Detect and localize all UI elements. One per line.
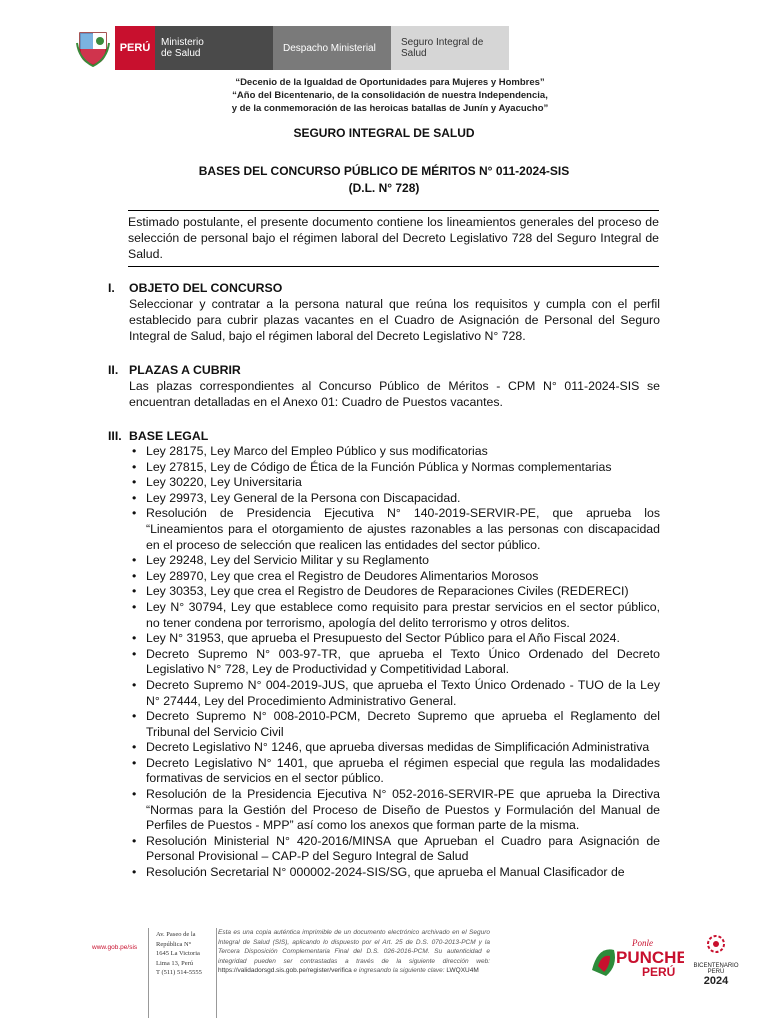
verify-join-text: e ingresando la siguiente clave:: [353, 967, 445, 975]
bicentenario-label: BICENTENARIO: [693, 963, 739, 969]
legal-item: • Ley N° 31953, que aprueba el Presupuesto del Sector Público para el Año Fiscal 2024.: [132, 631, 660, 647]
section-title: BASE LEGAL: [129, 429, 209, 443]
legal-item: • Ley N° 30794, Ley que establece como requisito para prestar servicios en el sector público, no tener condena por terrorismo, apología del delito terrorismo y otros delitos.: [132, 600, 660, 631]
section-body: Las plazas correspondientes al Concurso Público de Méritos - CPM N° 011-2024-SIS se encuentran detalladas en el Anexo 01: Cuadro de Puestos vacantes.: [129, 379, 660, 409]
section-title: OBJETO DEL CONCURSO: [129, 281, 283, 295]
address-line: Lima 13, Perú: [156, 959, 194, 967]
punche-line-3: PERÚ: [642, 965, 676, 979]
legal-item: • Ley 28970, Ley que crea el Registro de Deudores Alimentarios Morosos: [132, 569, 660, 585]
legal-item: • Ley 29973, Ley General de la Persona con Discapacidad.: [132, 491, 660, 507]
address-line: T (511) 514-5555: [156, 969, 202, 976]
intro-paragraph: Estimado postulante, el presente documento contiene los lineamientos generales del proceso de selección de personal bajo el régimen laboral del Decreto Legislativo 728 del Seguro Integral de Salud.: [128, 210, 659, 267]
legal-item: • Resolución Ministerial N° 420-2016/MINSA que Aprueban el Cuadro para Asignación de Personal Provisional – CAP-P del Seguro Integral de Salud: [132, 834, 660, 865]
legal-item: • Resolución Secretarial N° 000002-2024-SIS/SG, que aprueba el Manual Clasificador de: [132, 865, 660, 881]
legal-item: • Ley 29248, Ley del Servicio Militar y su Reglamento: [132, 553, 660, 569]
section-plazas: [108, 362, 660, 410]
org-title: SEGURO INTEGRAL DE SALUD: [293, 126, 475, 140]
address-line: República N°: [156, 940, 192, 948]
address-line: 1645 La Victoria: [156, 950, 200, 957]
legal-item: • Ley 30220, Ley Universitaria: [132, 475, 660, 491]
legal-item: • Decreto Supremo N° 008-2010-PCM, Decreto Supremo que aprueba el Reglamento del Tribunal del Servicio Civil: [132, 709, 660, 740]
verify-url-link[interactable]: https://validadorsgd.sis.gob.pe/register/verifica: [218, 967, 352, 975]
legal-item: • Ley 27815, Ley de Código de Ética de la Función Pública y Normas complementarias: [132, 460, 660, 476]
decenio-line: “Decenio de la Igualdad de Oportunidades para Mujeres y Hombres”: [235, 77, 545, 88]
verify-key: LWQXU4M: [446, 967, 479, 975]
ministry-line-2: de Salud: [161, 48, 201, 59]
bicentenario-logo: [686, 934, 746, 987]
header-banner: [71, 26, 509, 70]
footer-address: [156, 930, 216, 978]
legal-item: • Decreto Legislativo N° 1246, que aprueba diversas medidas de Simplificación Administrativa: [132, 740, 660, 756]
section-body: Seleccionar y contratar a la persona natural que reúna los requisitos y cumpla con el perfil establecido para cubrir plazas vacantes en el Cuadro de Asignación de Personal del Seguro Integral de Salud, bajo el régimen laboral del Decreto Legislativo N° 728.: [129, 297, 660, 343]
bicentenario-country: PERÚ: [707, 969, 725, 975]
section-title: PLAZAS A CUBRIR: [129, 363, 241, 377]
section-base-legal: [108, 428, 660, 881]
legal-item: • Resolución de la Presidencia Ejecutiva N° 052-2016-SERVIR-PE que aprueba la Directiva “Normas para la Gestión del Proceso de Diseño de Puestos y Formulación del Manual de Perfiles de Puestos - MPP” así como los anexos que forman parte de la misma.: [132, 787, 660, 834]
dl-subtitle: (D.L. N° 728): [348, 181, 420, 195]
section-heading: [108, 362, 660, 378]
footer-divider: [216, 928, 217, 1018]
legal-item: • Decreto Supremo N° 003-97-TR, que aprueba el Texto Único Ordenado del Decreto Legislativo N° 728, Ley de Productividad y Competitividad Laboral.: [132, 647, 660, 678]
decenio-block: [160, 76, 620, 115]
ponle-punche-peru-logo: [588, 936, 684, 980]
section-heading: [108, 280, 660, 296]
despacho-label: Despacho Ministerial: [273, 26, 391, 70]
section-number: III.: [108, 429, 122, 443]
decenio-line: y de la conmemoración de las heroicas batallas de Junín y Ayacucho”: [231, 103, 549, 114]
ministry-line-1: Ministerio: [161, 37, 204, 48]
legal-list: [132, 444, 660, 881]
gob-url-link[interactable]: www.gob.pe/sis: [92, 944, 138, 951]
ministry-label: [155, 26, 273, 70]
bicentenario-emblem-icon: [704, 934, 728, 954]
section-objeto: [108, 280, 660, 344]
coat-of-arms-icon: [71, 26, 115, 70]
peru-label: PERÚ: [115, 26, 155, 70]
bases-title: BASES DEL CONCURSO PÚBLICO DE MÉRITOS N° 011-2024-SIS: [198, 164, 570, 178]
section-heading: [108, 428, 660, 444]
section-number: I.: [108, 281, 115, 295]
bicentenario-year: 2024: [703, 975, 729, 987]
punche-line-2: PUNCHE: [616, 948, 684, 967]
punche-line-1: Ponle: [632, 938, 653, 948]
legal-item: • Ley 30353, Ley que crea el Registro de Deudores de Reparaciones Civiles (REDERECI): [132, 584, 660, 600]
legal-item: • Resolución de Presidencia Ejecutiva N° 140-2019-SERVIR-PE, que aprueba los “Lineamientos para el otorgamiento de ajustes razonables a las personas con discapacidad en el proceso de selección que realicen las entidades del sector público.: [132, 506, 660, 553]
verify-text: Esta es una copia auténtica imprimible de un documento electrónico archivado en el Seguro Integral de Salud (SIS), aplicando lo dispuesto por el Art. 25 de D.S. 070-2013-PCM y la Tercera Disposición Complementaria Final del D.S. 026-2016-PCM. Su autenticidad e integridad pueden ser contrastadas a través de la siguiente dirección web:: [218, 929, 490, 965]
verification-notice: [218, 928, 490, 976]
decenio-line: “Año del Bicentenario, de la consolidación de nuestra Independencia,: [232, 90, 548, 101]
sis-label: Seguro Integral de Salud: [391, 26, 509, 70]
legal-item: • Decreto Supremo N° 004-2019-JUS, que aprueba el Texto Único Ordenado - TUO de la Ley N° 27444, Ley del Procedimiento Administrativo General.: [132, 678, 660, 709]
legal-item: • Decreto Legislativo N° 1401, que aprueba el régimen especial que regula las modalidades formativas de servicios en el sector público.: [132, 756, 660, 787]
section-number: II.: [108, 363, 119, 377]
footer-divider: [148, 928, 149, 1018]
address-line: Av. Paseo de la: [156, 931, 196, 938]
legal-item: • Ley 28175, Ley Marco del Empleo Público y sus modificatorias: [132, 444, 660, 460]
